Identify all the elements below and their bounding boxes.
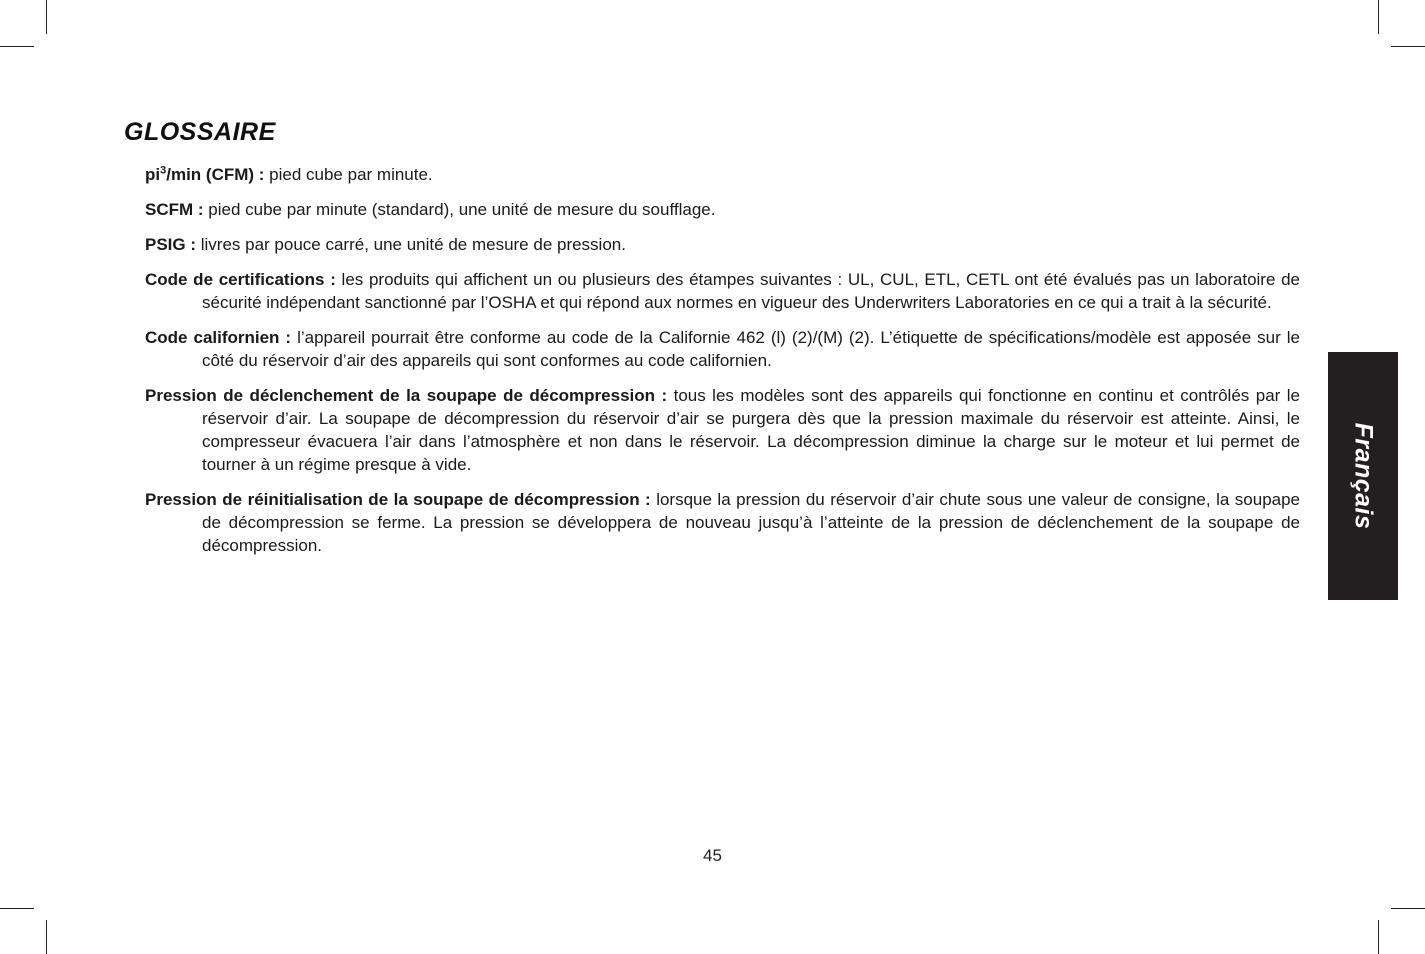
glossary-entry — [145, 163, 1300, 186]
crop-mark — [0, 908, 34, 909]
glossary-entry — [145, 233, 1300, 256]
term-text: pi — [145, 165, 161, 184]
glossary-term: Pression de réinitialisation de la soupape de décompression : — [145, 490, 651, 509]
crop-mark — [1378, 920, 1379, 954]
glossary-definition: tous les modèles sont des appareils qui fonctionne en continu et contrôlés par le réservoir d’air. La soupape de décompression du réservoir d’air se purgera dès que la pression maximale du réservoir est atteinte. Ainsi, le compresseur évacuera l’air dans l’atmosphère et non dans le réservoir. La décompression diminue la charge sur le moteur et lui permet de tourner à un régime presque à vide. — [202, 386, 1300, 474]
glossary-definition: livres par pouce carré, une unité de mesure de pression. — [196, 235, 626, 254]
crop-mark — [0, 46, 34, 47]
glossary-term: SCFM : — [145, 200, 204, 219]
glossary-definition: les produits qui affichent un ou plusieurs des étampes suivantes : UL, CUL, ETL, CETL ont été évalués pas un laboratoire de sécurité indépendant sanctionné par l’OSHA et qui répond aux normes en vigueur des Underwriters Laboratories en ce qui a trait à la sécurité. — [202, 270, 1301, 312]
glossary-entry — [145, 326, 1300, 372]
glossary-entry — [145, 488, 1300, 557]
glossary-term: Pression de déclenchement de la soupape de décompression : — [145, 386, 668, 405]
glossary-definition: pied cube par minute (standard), une unité de mesure du soufflage. — [203, 200, 716, 219]
glossary-entry — [145, 384, 1300, 476]
page-title: GLOSSAIRE — [124, 118, 276, 146]
glossary-term: PSIG : — [145, 235, 197, 254]
term-text: /min (CFM) : — [166, 165, 265, 184]
page-number: 45 — [703, 846, 722, 865]
crop-mark — [46, 920, 47, 954]
glossary-definition: lorsque la pression du réservoir d’air chute sous une valeur de consigne, la soupape de décompression se ferme. La pression se développera de nouveau jusqu’à l’atteinte de la pression de déclenchement de la soupape de décompression. — [202, 490, 1301, 555]
glossary-term: Code de certifications : — [145, 270, 336, 289]
glossary-definition: pied cube par minute. — [264, 165, 433, 184]
glossary-list — [145, 163, 1300, 569]
crop-mark — [1378, 0, 1379, 34]
crop-mark — [1391, 908, 1425, 909]
crop-mark — [46, 0, 47, 34]
glossary-entry — [145, 198, 1300, 221]
glossary-term: Code californien : — [145, 328, 292, 347]
language-tab — [1328, 352, 1398, 600]
glossary-definition: l’appareil pourrait être conforme au code de la Californie 462 (l) (2)/(M) (2). L’étiquette de spécifications/modèle est apposée sur le côté du réservoir d’air des appareils qui sont conformes au code californien. — [202, 328, 1300, 370]
crop-mark — [1391, 46, 1425, 47]
language-tab-label: Français — [1349, 422, 1378, 530]
glossary-term — [145, 165, 264, 184]
glossary-entry — [145, 268, 1300, 314]
superscript: 3 — [160, 164, 167, 177]
